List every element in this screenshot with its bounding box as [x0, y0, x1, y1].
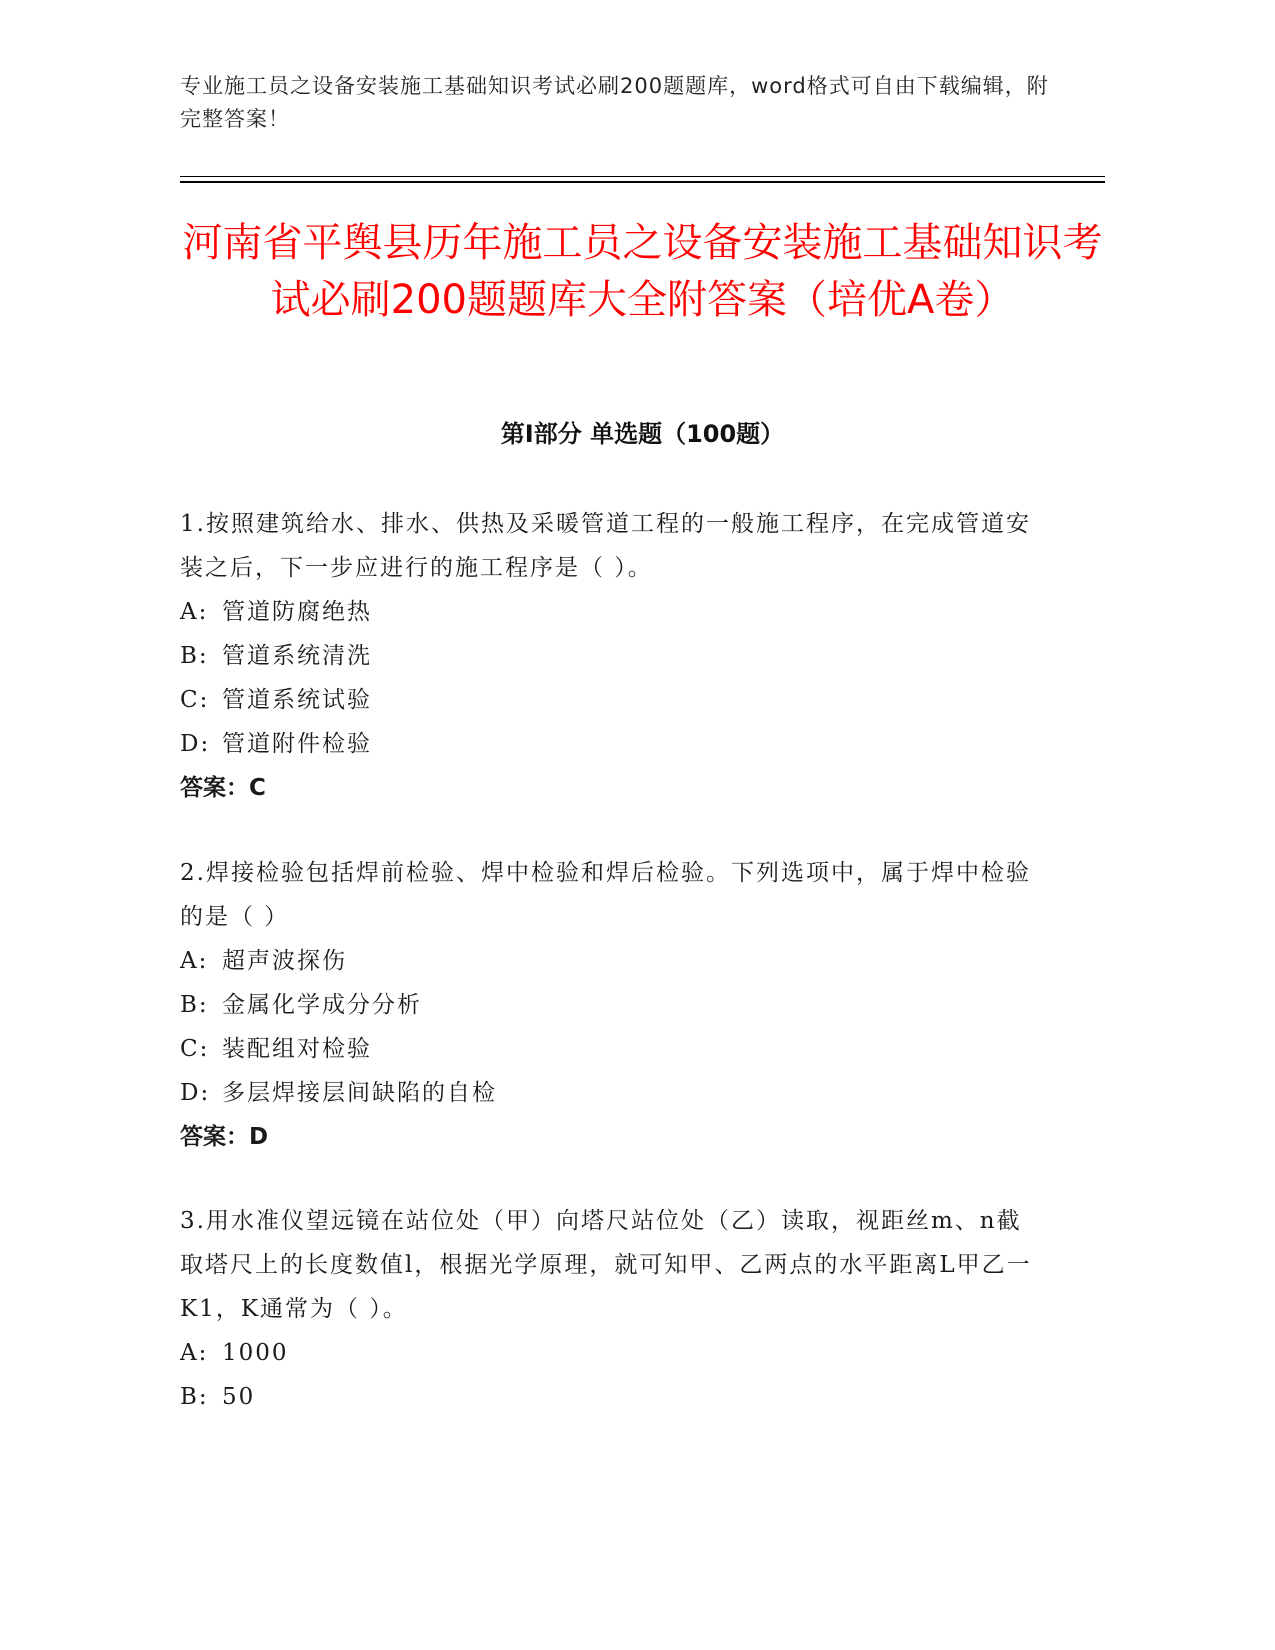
option-d: [180, 1071, 1040, 1115]
option-key: A:: [180, 599, 209, 625]
section-heading: 第I部分 单选题（100题）: [500, 420, 785, 448]
option-c: [180, 678, 1040, 722]
option-text: 管道系统清洗: [222, 643, 372, 669]
option-text: 金属化学成分分析: [222, 992, 422, 1018]
document-title: 河南省平舆县历年施工员之设备安装施工基础知识考试必刷200题题库大全附答案（培优A卷）: [182, 220, 1103, 323]
option-a: [180, 939, 1040, 983]
option-text: 多层焊接层间缺陷的自检: [222, 1080, 497, 1106]
question-text: 1.按照建筑给水、排水、供热及采暖管道工程的一般施工程序，在完成管道安装之后，下一步应进行的施工程序是（ ）。: [180, 511, 1031, 581]
option-b: [180, 983, 1040, 1027]
option-a: [180, 590, 1040, 634]
option-text: 50: [222, 1384, 256, 1410]
option-d: [180, 722, 1040, 766]
option-key: D:: [180, 1080, 211, 1106]
option-text: 超声波探伤: [222, 948, 347, 974]
option-text: 管道防腐绝热: [222, 599, 372, 625]
option-text: 1000: [222, 1340, 289, 1366]
option-key: B:: [180, 992, 209, 1018]
question-text: 2.焊接检验包括焊前检验、焊中检验和焊后检验。下列选项中，属于焊中检验的是（ ）: [180, 860, 1031, 930]
option-a: [180, 1331, 1040, 1375]
option-text: 管道附件检验: [222, 731, 372, 757]
option-text: 装配组对检验: [222, 1036, 372, 1062]
option-b: [180, 634, 1040, 678]
option-b: [180, 1375, 1040, 1419]
option-key: A:: [180, 948, 209, 974]
question-1: [180, 502, 1040, 810]
header-divider-thick: [180, 181, 1105, 183]
header-divider-thin: [180, 176, 1105, 177]
question-text: 3.用水准仪望远镜在站位处（甲）向塔尺站位处（乙）读取，视距丝m、n截取塔尺上的长度数值l，根据光学原理，就可知甲、乙两点的水平距离L甲乙一K1，K通常为（ ）。: [180, 1208, 1032, 1322]
option-key: C:: [180, 1036, 210, 1062]
option-key: D:: [180, 731, 211, 757]
option-key: A:: [180, 1340, 209, 1366]
question-2: [180, 851, 1040, 1159]
option-key: B:: [180, 1384, 209, 1410]
answer: 答案：C: [180, 775, 266, 801]
option-key: B:: [180, 643, 209, 669]
question-3: [180, 1199, 1040, 1419]
answer: 答案：D: [180, 1124, 269, 1150]
option-text: 管道系统试验: [222, 687, 372, 713]
option-key: C:: [180, 687, 210, 713]
option-c: [180, 1027, 1040, 1071]
header-note: 专业施工员之设备安装施工基础知识考试必刷200题题库，word格式可自由下载编辑，附完整答案！: [180, 74, 1049, 131]
